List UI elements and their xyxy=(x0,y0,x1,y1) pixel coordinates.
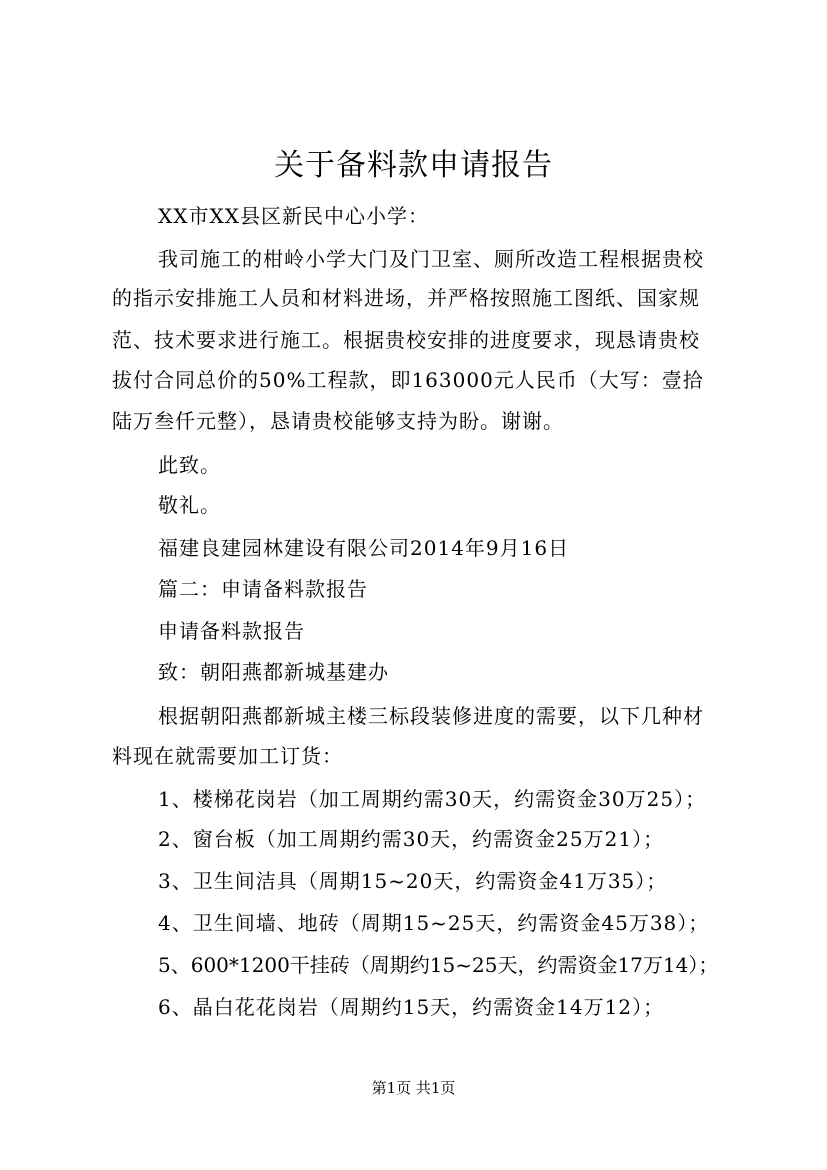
list-item: 3、卫生间洁具（周期15~20天，约需资金41万35）； xyxy=(158,869,668,893)
paragraph-line: 的指示安排施工人员和材料进场，并严格按照施工图纸、国家规 xyxy=(112,286,700,310)
list-item: 5、600*1200干挂砖（周期约15~25天，约需资金17万14）； xyxy=(158,953,719,977)
paragraph-line: 料现在就需要加工订货： xyxy=(112,744,343,768)
paragraph-line: 根据朝阳燕都新城主楼三标段装修进度的需要，以下几种材 xyxy=(158,704,704,728)
list-item: 1、楼梯花岗岩（加工周期约需30天，约需资金30万25）； xyxy=(158,787,707,811)
document-title: 关于备料款申请报告 xyxy=(274,148,553,183)
page-footer: 第1页 共1页 xyxy=(371,1079,456,1097)
list-item: 6、晶白花花岗岩（周期约15天，约需资金14万12）； xyxy=(158,995,665,1019)
section-subtitle: 申请备料款报告 xyxy=(158,619,305,643)
paragraph-line: 拔付合同总价的50%工程款，即163000元人民币（大写：壹拾 xyxy=(112,368,704,392)
list-item: 2、窗台板（加工周期约需30天，约需资金25万21）； xyxy=(158,827,665,851)
paragraph-line: 我司施工的柑岭小学大门及门卫室、厕所改造工程根据贵校 xyxy=(158,247,704,271)
closing-line: 此致。 xyxy=(158,453,221,477)
paragraph-line: 范、技术要求进行施工。根据贵校安排的进度要求，现恳请贵校 xyxy=(112,328,700,352)
closing-line: 敬礼。 xyxy=(158,493,221,517)
paragraph-line: 陆万叁仟元整），恳请贵校能够支持为盼。谢谢。 xyxy=(112,409,564,433)
addressee-line: XX市XX县区新民中心小学： xyxy=(158,204,429,228)
addressee-line: 致：朝阳燕都新城基建办 xyxy=(158,660,389,684)
list-item: 4、卫生间墙、地砖（周期15~25天，约需资金45万38）； xyxy=(158,911,710,935)
section-heading: 篇二：申请备料款报告 xyxy=(158,577,368,601)
signature-line: 福建良建园林建设有限公司2014年9月16日 xyxy=(158,536,570,560)
